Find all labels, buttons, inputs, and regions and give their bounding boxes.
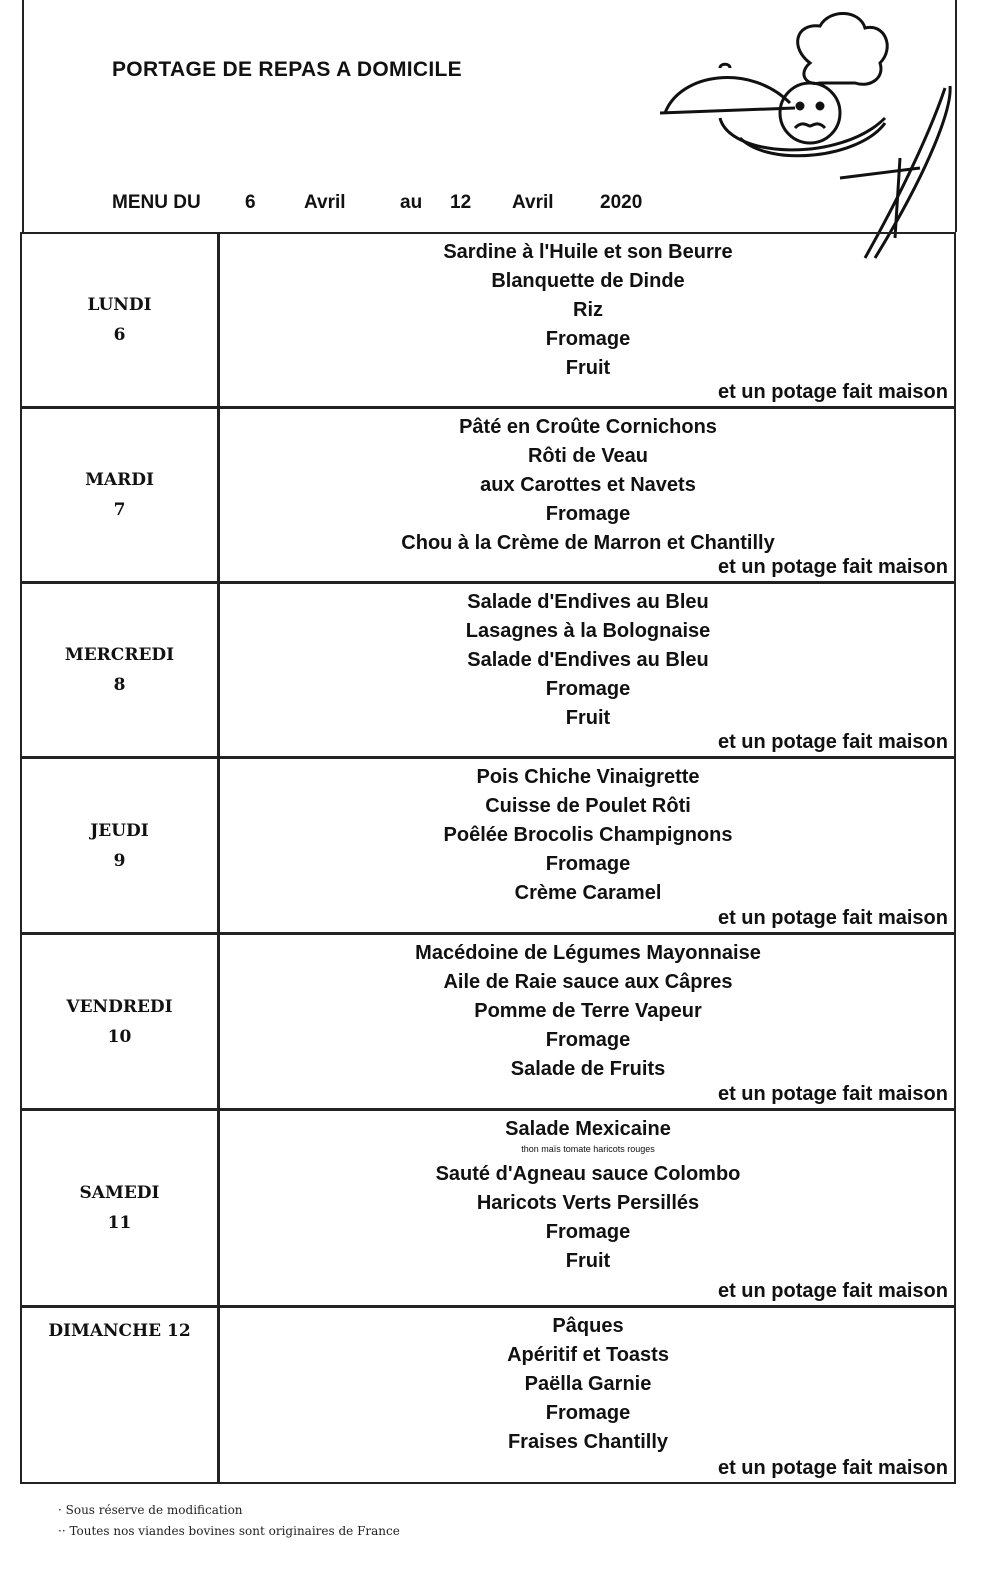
day-cell <box>22 935 220 1108</box>
dish: Fromage <box>545 328 631 350</box>
dish: Lasagnes à la Bolognaise <box>465 620 711 642</box>
dish: Sauté d'Agneau sauce Colombo <box>435 1163 741 1185</box>
day-number: 10 <box>107 1026 132 1047</box>
day-name: JEUDI <box>90 820 149 841</box>
footnotes <box>58 1500 400 1542</box>
potage-note: et un potage fait maison <box>717 1083 948 1105</box>
dish: Blanquette de Dinde <box>491 270 685 292</box>
day-cell <box>22 1308 220 1482</box>
day-name: MARDI <box>85 470 154 490</box>
day-cell <box>22 409 220 581</box>
day-cell <box>22 1111 220 1305</box>
dish: Fraises Chantilly <box>507 1431 669 1453</box>
day-name: DIMANCHE 12 <box>48 1321 191 1341</box>
dish: Pâques <box>552 1315 624 1337</box>
day-name: LUNDI <box>87 295 152 315</box>
end-day: 12 <box>450 192 472 213</box>
dish: Fromage <box>545 503 631 525</box>
dish: Sardine à l'Huile et son Beurre <box>443 241 733 263</box>
day-cell <box>22 584 220 756</box>
dish: Salade Mexicaine <box>505 1118 671 1140</box>
dish: Macédoine de Légumes Mayonnaise <box>415 942 761 964</box>
dish: Paëlla Garnie <box>524 1373 652 1395</box>
potage-note: et un potage fait maison <box>717 381 948 403</box>
dish: Salade d'Endives au Bleu <box>467 649 709 671</box>
day-number: 9 <box>113 850 126 871</box>
dish: Crème Caramel <box>514 882 662 904</box>
potage-note: et un potage fait maison <box>717 731 948 753</box>
day-number: 11 <box>107 1213 132 1233</box>
dish-list <box>222 1115 954 1276</box>
dish: Chou à la Crème de Marron et Chantilly <box>401 532 775 554</box>
start-day: 6 <box>245 192 256 213</box>
day-name: VENDREDI <box>66 996 173 1017</box>
dish: Fruit <box>565 357 611 379</box>
dish: Fruit <box>565 707 611 729</box>
page-title: PORTAGE DE REPAS A DOMICILE <box>112 58 462 81</box>
day-row-mercredi <box>20 582 956 758</box>
range-connector: au <box>400 192 423 213</box>
dish: Pâté en Croûte Cornichons <box>459 416 717 438</box>
dish: Fromage <box>545 853 631 875</box>
footnote: ·· Toutes nos viandes bovines sont originaires de France <box>58 1524 400 1538</box>
start-month: Avril <box>304 192 346 213</box>
dish: Poêlée Brocolis Champignons <box>443 824 733 846</box>
dish: Fromage <box>545 1029 631 1051</box>
dish: Salade d'Endives au Bleu <box>467 591 709 613</box>
day-row-lundi <box>20 232 956 408</box>
dish: Fromage <box>545 1402 631 1424</box>
dish: Pois Chiche Vinaigrette <box>476 766 700 788</box>
day-name: SAMEDI <box>79 1183 160 1203</box>
dish-list <box>222 238 954 383</box>
end-month: Avril <box>512 192 554 213</box>
day-row-dimanche <box>20 1306 956 1484</box>
day-number: 8 <box>113 675 126 695</box>
day-cell <box>22 759 220 932</box>
potage-note: et un potage fait maison <box>717 556 948 578</box>
dish: Aile de Raie sauce aux Câpres <box>443 971 733 993</box>
dish: Rôti de Veau <box>527 445 649 467</box>
potage-note: et un potage fait maison <box>717 1457 948 1479</box>
dish-list <box>222 939 954 1084</box>
day-row-vendredi <box>20 933 956 1110</box>
chef-illustration <box>660 8 960 268</box>
dish: Fruit <box>565 1250 611 1272</box>
day-name: MERCREDI <box>64 645 175 665</box>
day-number: 7 <box>113 500 126 520</box>
dish: Fromage <box>545 1221 631 1243</box>
menu-table <box>20 232 956 1484</box>
day-number: 6 <box>113 325 126 345</box>
day-cell <box>22 234 220 406</box>
dish: Riz <box>573 299 603 321</box>
dish-list <box>222 1312 954 1457</box>
day-row-mardi <box>20 407 956 583</box>
dish-list <box>222 588 954 733</box>
dish: Fromage <box>545 678 631 700</box>
dish-list <box>222 763 954 908</box>
dish: Cuisse de Poulet Rôti <box>485 795 691 817</box>
menu-label: MENU DU <box>112 192 201 213</box>
day-row-samedi <box>20 1109 956 1307</box>
dish: Pomme de Terre Vapeur <box>474 1000 702 1022</box>
dish-list <box>222 413 954 558</box>
dish: Haricots Verts Persillés <box>476 1192 700 1214</box>
dish: Salade de Fruits <box>510 1058 666 1080</box>
page-border-left <box>22 0 24 232</box>
dish: Apéritif et Toasts <box>507 1344 669 1366</box>
year: 2020 <box>600 192 643 213</box>
potage-note: et un potage fait maison <box>717 1280 948 1302</box>
potage-note: et un potage fait maison <box>717 907 948 929</box>
footnote: · Sous réserve de modification <box>58 1503 243 1517</box>
dish-detail: thon maïs tomate haricots rouges <box>521 1144 655 1154</box>
dish: aux Carottes et Navets <box>480 474 696 496</box>
day-row-jeudi <box>20 757 956 934</box>
